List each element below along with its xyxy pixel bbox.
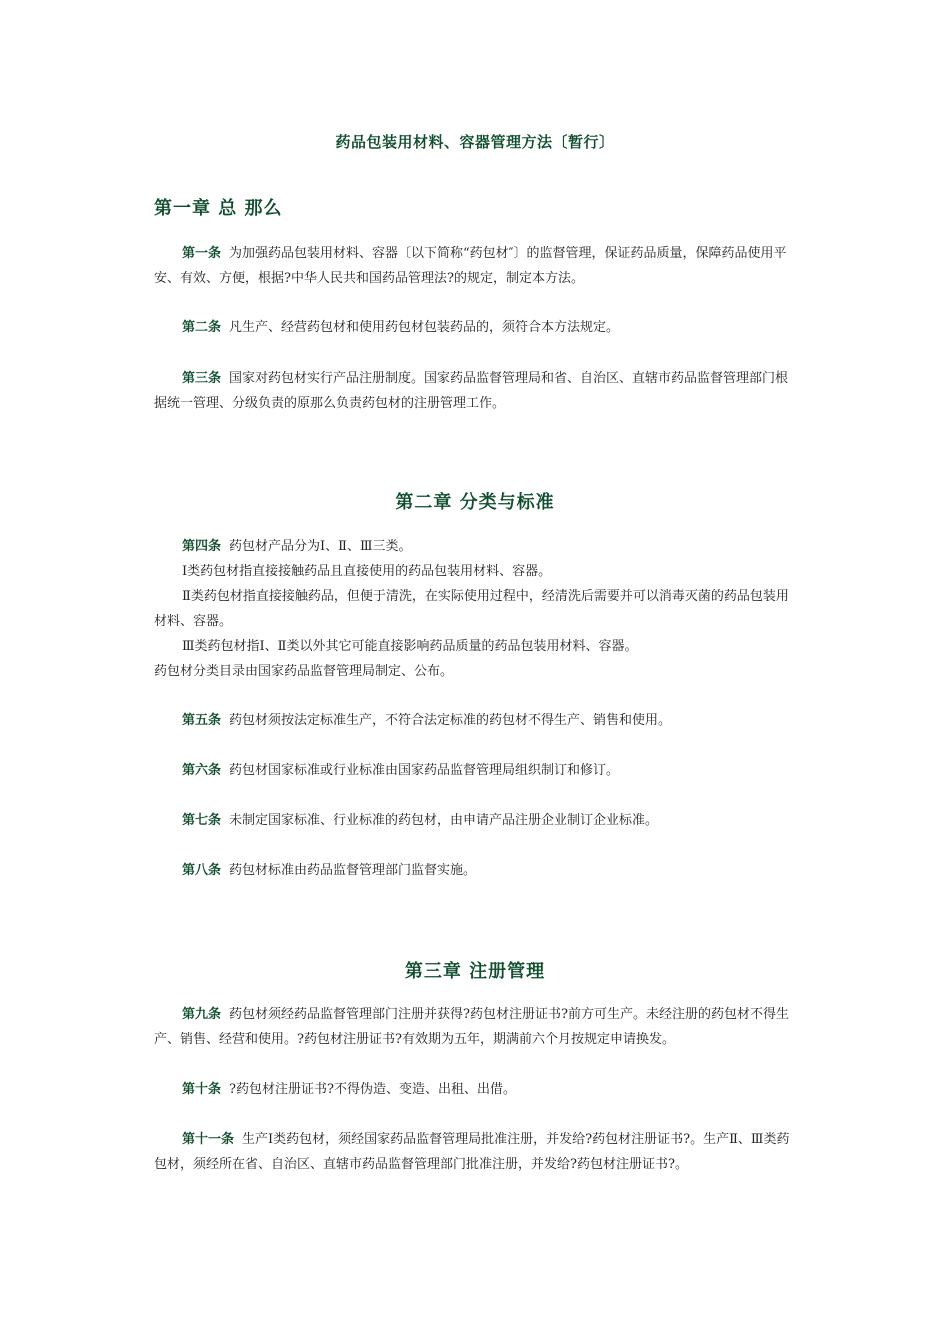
article-10 (154, 1077, 796, 1102)
article-text: 国家对药包材实行产品注册制度。国家药品监督管理局和省、自治区、直辖市药品监督管理部门根据统一管理、分级负责的原那么负责药包材的注册管理工作。 (154, 371, 789, 411)
chapter-2-heading: 第二章 分类与标准 (395, 492, 555, 513)
article-text: 为加强药品包装用材料、容器〔以下简称“药包材″〕的监督管理，保证药品质量，保障药品使用平安、有效、方便，根据?中华人民共和国药品管理法?的规定，制定本方法。 (154, 246, 787, 286)
article-text: 药包材国家标准或行业标准由国家药品监督管理局组织制订和修订。 (229, 763, 620, 778)
article-4 (154, 534, 796, 559)
article-text: 药包材须经药品监督管理部门注册并获得?药包材注册证书?前方可生产。未经注册的药包材不得生产、销售、经营和使用。?药包材注册证书?有效期为五年，期满前六个月按规定申请换发。 (154, 1007, 789, 1047)
article-1 (154, 241, 796, 291)
article-text: ?药包材注册证书?不得伪造、变造、出租、出借。 (229, 1082, 516, 1097)
article-label: 第五条 (182, 713, 222, 728)
article-label: 第七条 (182, 813, 222, 828)
article-2 (154, 315, 796, 340)
document-title: 药品包装用材料、容器管理方法〔暂行〕 (335, 133, 615, 151)
article-3 (154, 366, 796, 416)
article-label: 第六条 (182, 763, 222, 778)
article-5 (154, 708, 796, 733)
chapter-3-heading: 第三章 注册管理 (404, 961, 546, 982)
article-6 (154, 758, 796, 783)
article-7 (154, 808, 796, 833)
article-label: 第十一条 (182, 1132, 235, 1147)
article-text: 生产Ⅰ类药包材，须经国家药品监督管理局批准注册，并发给?药包材注册证书?。生产Ⅱ、Ⅲ类药包材，须经所在省、自治区、直辖市药品监督管理部门批准注册，并发给?药包材注册证书?。 (154, 1132, 790, 1172)
catalog-note: 药包材分类目录由国家药品监督管理局制定、公布。 (154, 664, 454, 679)
article-text: 未制定国家标准、行业标准的药包材，由申请产品注册企业制订企业标准。 (229, 813, 659, 828)
class-1-description: Ⅰ类药包材指直接接触药品且直接使用的药品包装用材料、容器。 (182, 564, 552, 579)
article-label: 第一条 (182, 246, 222, 261)
article-9 (154, 1002, 796, 1052)
article-text: 凡生产、经营药包材和使用药包材包装药品的，须符合本方法规定。 (229, 320, 620, 335)
article-8 (154, 858, 796, 883)
article-label: 第八条 (182, 863, 222, 878)
chapter-1-heading: 第一章 总 那么 (154, 198, 283, 219)
article-label: 第三条 (182, 371, 222, 386)
article-11 (154, 1127, 796, 1177)
class-3-description: Ⅲ类药包材指Ⅰ、Ⅱ类以外其它可能直接影响药品质量的药品包装用材料、容器。 (182, 639, 638, 654)
article-text: 药包材须按法定标准生产，不符合法定标准的药包材不得生产、销售和使用。 (229, 713, 672, 728)
article-label: 第九条 (182, 1007, 222, 1022)
article-label: 第十条 (182, 1082, 222, 1097)
article-text: 药包材标准由药品监督管理部门监督实施。 (229, 863, 477, 878)
article-label: 第四条 (182, 539, 222, 554)
class-2-description: Ⅱ类药包材指直接接触药品，但便于清洗，在实际使用过程中，经清洗后需要并可以消毒灭菌的药品包装用材料、容器。 (154, 589, 789, 629)
article-label: 第二条 (182, 320, 222, 335)
article-text: 药包材产品分为Ⅰ、Ⅱ、Ⅲ三类。 (229, 539, 412, 554)
